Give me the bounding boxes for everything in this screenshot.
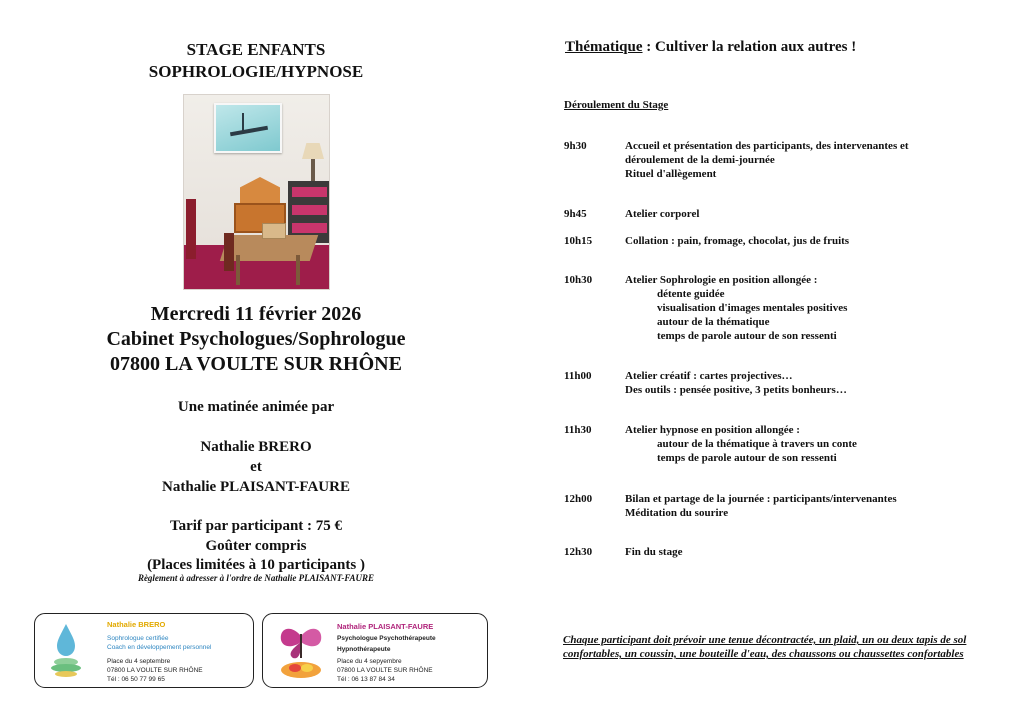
room-photo xyxy=(183,94,330,290)
boat-painting xyxy=(214,103,282,153)
theme-text: : Cultiver la relation aux autres ! xyxy=(642,39,857,55)
schedule-line: déroulement de la demi-journée xyxy=(625,154,775,166)
card-address-1: Place du 4 sepyembre xyxy=(337,658,402,665)
business-card-brero xyxy=(34,613,254,688)
schedule-subline: visualisation d'images mentales positives xyxy=(657,302,848,314)
schedule-time: 9h45 xyxy=(564,208,587,220)
schedule-line: Méditation du sourire xyxy=(625,507,729,519)
card-address-2: 07800 LA VOULTE SUR RHÔNE xyxy=(107,667,203,674)
theme-label: Thématique xyxy=(565,39,643,55)
schedule-time: 11h00 xyxy=(564,370,592,382)
card-title-1: Psychologue Psychothérapeute xyxy=(337,635,436,642)
card-title-2: Coach en développement personnel xyxy=(107,644,212,651)
theme-heading xyxy=(565,37,856,57)
presenter-and: et xyxy=(250,459,262,475)
snack-info: Goûter compris xyxy=(205,538,307,554)
schedule-time: 10h15 xyxy=(564,235,593,247)
presenter-1: Nathalie BRERO xyxy=(200,439,312,455)
price: Tarif par participant : 75 € xyxy=(169,518,343,534)
schedule-subline: autour de la thématique à travers un conte xyxy=(657,438,857,450)
basket xyxy=(262,223,286,239)
schedule-subline: détente guidée xyxy=(657,288,725,300)
chair xyxy=(186,199,196,259)
card-address-2: 07800 LA VOULTE SUR RHÔNE xyxy=(337,667,433,674)
butterfly-logo xyxy=(271,622,331,682)
places-info: (Places limitées à 10 participants ) xyxy=(147,557,365,573)
event-city: 07800 LA VOULTE SUR RHÔNE xyxy=(110,353,402,375)
schedule-line: Bilan et partage de la journée : participants/intervenantes xyxy=(625,493,897,505)
schedule-line: Des outils : pensée positive, 3 petits bonheurs… xyxy=(625,384,847,396)
lotus-drop-logo xyxy=(47,622,85,682)
schedule-line: Atelier hypnose en position allongée : xyxy=(625,424,800,436)
schedule-line: Collation : pain, fromage, chocolat, jus de fruits xyxy=(625,235,850,247)
intro-text: Une matinée animée par xyxy=(177,399,335,415)
schedule-time: 10h30 xyxy=(564,274,593,286)
schedule-subline: autour de la thématique xyxy=(657,316,770,328)
schedule-time: 11h30 xyxy=(564,424,592,436)
stage-title: STAGE ENFANTS xyxy=(186,40,326,59)
schedule-time: 12h30 xyxy=(564,546,593,558)
schedule-line: Atelier corporel xyxy=(625,208,700,220)
card-phone: Tél : 06 50 77 99 65 xyxy=(107,676,165,683)
stage-subtitle: SOPHROLOGIE/HYPNOSE xyxy=(148,62,364,81)
card-title-2: Hypnothérapeute xyxy=(337,646,391,653)
schedule-line: Rituel d'allègement xyxy=(625,168,717,180)
shelf xyxy=(288,181,330,243)
card-title-1: Sophrologue certifiée xyxy=(107,635,169,642)
schedule-time: 9h30 xyxy=(564,140,587,152)
event-date: Mercredi 11 février 2026 xyxy=(150,303,362,325)
schedule-time: 12h00 xyxy=(564,493,593,505)
schedule-line: Atelier créatif : cartes projectives… xyxy=(625,370,793,382)
business-card-plaisant-faure xyxy=(262,613,488,688)
schedule-subline: temps de parole autour de son ressenti xyxy=(657,452,837,464)
presenter-2: Nathalie PLAISANT-FAURE xyxy=(162,479,350,495)
card-phone: Tél : 06 13 87 84 34 xyxy=(337,676,395,683)
equipment-note: Chaque participant doit prévoir une tenue décontractée, un plaid, un ou deux tapis de sol confortables, un coussin, une bouteille d'eau, des chaussons ou chaussettes confortables xyxy=(563,634,967,660)
card-name: Nathalie BRERO xyxy=(107,620,166,629)
event-place: Cabinet Psychologues/Sophrologue xyxy=(106,328,406,350)
schedule-line: Atelier Sophrologie en position allongée : xyxy=(625,274,818,286)
schedule-line: Fin du stage xyxy=(625,546,683,558)
card-address-1: Place du 4 septembre xyxy=(107,658,171,665)
payment-note: Règlement à adresser à l'ordre de Nathalie PLAISANT-FAURE xyxy=(137,573,375,583)
card-name: Nathalie PLAISANT-FAURE xyxy=(337,622,434,631)
schedule-subline: temps de parole autour de son ressenti xyxy=(657,330,837,342)
schedule-line: Accueil et présentation des participants, des intervenantes et xyxy=(625,140,909,152)
schedule-heading: Déroulement du Stage xyxy=(564,99,669,111)
